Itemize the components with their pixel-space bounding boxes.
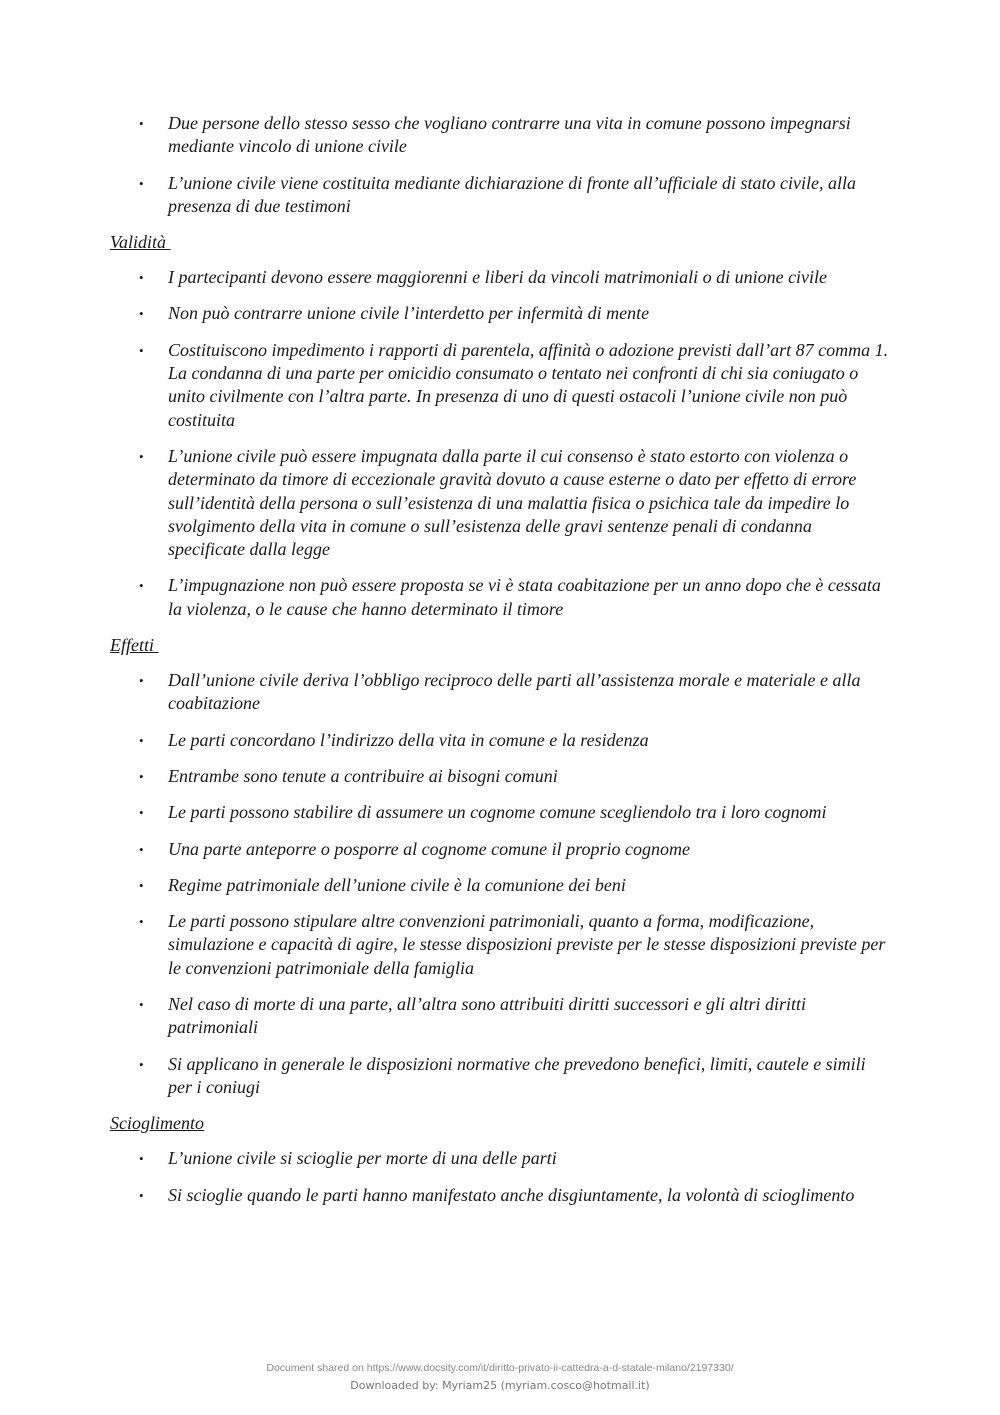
list-item: [110, 669, 890, 716]
bullet-icon: •: [139, 673, 144, 689]
list-item: [110, 910, 890, 980]
list-item-text: Le parti possono stipulare altre convenzioni patrimoniali, quanto a forma, modificazione, simulazione e capacità di agire, le stesse disposizioni previste per le stesse disposizioni previste per le convenzioni patrimoniale della famiglia: [168, 911, 886, 978]
bullet-icon: •: [139, 306, 144, 322]
list-item-text: Costituiscono impedimento i rapporti di parentela, affinità o adozione previsti dall’art 87 comma 1. La condanna di una parte per omicidio consumato o tentato nei confronti di chi sia coniugato o unito civilmente con l’altra parte. In presenza di uno di questi ostacoli l’unione civile non può costituita: [168, 339, 889, 430]
list-item: [110, 302, 890, 325]
list-item: [110, 1184, 890, 1207]
list-item: [110, 574, 890, 621]
bullet-icon: •: [139, 342, 144, 358]
list-item: [110, 801, 890, 824]
scioglimento-list: [110, 1147, 890, 1207]
list-item-text: L’unione civile si scioglie per morte di una delle parti: [168, 1148, 557, 1169]
list-item: [110, 445, 890, 561]
section-heading-effetti: Effetti: [110, 635, 159, 656]
bullet-icon: •: [139, 1056, 144, 1072]
validita-list: [110, 266, 890, 621]
bullet-icon: •: [139, 1187, 144, 1203]
list-item: [110, 765, 890, 788]
list-item-text: Una parte anteporre o posporre al cognome comune il proprio cognome: [168, 838, 690, 859]
list-item: [110, 729, 890, 752]
list-item: [110, 993, 890, 1040]
bullet-icon: •: [139, 448, 144, 464]
list-item-text: Le parti concordano l’indirizzo della vita in comune e la residenza: [168, 729, 649, 750]
bullet-icon: •: [139, 805, 144, 821]
list-item: [110, 112, 890, 159]
section-heading-validita: Validità: [110, 232, 171, 253]
list-item: [110, 838, 890, 861]
list-item-text: Due persone dello stesso sesso che vogliano contrarre una vita in comune possono impegnarsi mediante vincolo di unione civile: [168, 113, 851, 157]
bullet-icon: •: [139, 841, 144, 857]
list-item: [110, 874, 890, 897]
bullet-icon: •: [139, 732, 144, 748]
bullet-icon: •: [139, 768, 144, 784]
bullet-icon: •: [139, 116, 144, 131]
document-body: [110, 112, 890, 1220]
list-item-text: Nel caso di morte di una parte, all’altra sono attribuiti diritti successori e gli altri diritti patrimoniali: [168, 994, 807, 1038]
bullet-icon: •: [139, 1151, 144, 1167]
effetti-list: [110, 669, 890, 1099]
bullet-icon: •: [139, 578, 144, 594]
bullet-icon: •: [139, 877, 144, 893]
footer-download-note: Downloaded by: Myriam25 (myriam.cosco@hotmail.it): [350, 1379, 650, 1392]
list-item: [110, 172, 890, 219]
list-item-text: Dall’unione civile deriva l’obbligo reciproco delle parti all’assistenza morale e materiale e alla coabitazione: [168, 670, 861, 714]
list-item: [110, 266, 890, 289]
list-item-text: Si applicano in generale le disposizioni normative che prevedono benefici, limiti, cautele e simili per i coniugi: [168, 1053, 866, 1097]
list-item-text: Si scioglie quando le parti hanno manifestato anche disgiuntamente, la volontà di scioglimento: [168, 1184, 855, 1205]
list-item: [110, 1147, 890, 1170]
footer-shared-note: Document shared on https://www.docsity.com/it/diritto-privato-ii-cattedra-a-d-statale-milano/2197330/: [266, 1362, 734, 1374]
list-item-text: Regime patrimoniale dell’unione civile è la comunione dei beni: [168, 874, 626, 895]
list-item-text: Le parti possono stabilire di assumere un cognome comune scegliendolo tra i loro cognomi: [168, 802, 827, 823]
bullet-icon: •: [139, 914, 144, 930]
intro-list: [110, 112, 890, 218]
list-item-text: L’unione civile può essere impugnata dalla parte il cui consenso è stato estorto con violenza o determinato da timore di eccezionale gravità dovuto a cause esterne o dato per effetto di errore sull’identità della persona o sull’esistenza di una malattia fisica o psichica tale da impedire lo svolgimento della vita in comune o sull’esistenza delle gravi sentenze penali di condanna specificate dalla legge: [168, 445, 857, 560]
list-item-text: Entrambe sono tenute a contribuire ai bisogni comuni: [168, 765, 558, 786]
bullet-icon: •: [139, 175, 144, 191]
section-heading-scioglimento: Scioglimento: [110, 1113, 204, 1134]
bullet-icon: •: [139, 997, 144, 1013]
list-item-text: I partecipanti devono essere maggiorenni e liberi da vincoli matrimoniali o di unione civile: [168, 267, 828, 288]
list-item-text: L’unione civile viene costituita mediante dichiarazione di fronte all’ufficiale di stato civile, alla presenza di due testimoni: [168, 172, 857, 216]
list-item-text: L’impugnazione non può essere proposta se vi è stata coabitazione per un anno dopo che è cessata la violenza, o le cause che hanno determinato il timore: [168, 575, 881, 619]
list-item: [110, 339, 890, 432]
list-item-text: Non può contrarre unione civile l’interdetto per infermità di mente: [168, 303, 650, 324]
bullet-icon: •: [139, 270, 144, 286]
list-item: [110, 1053, 890, 1100]
